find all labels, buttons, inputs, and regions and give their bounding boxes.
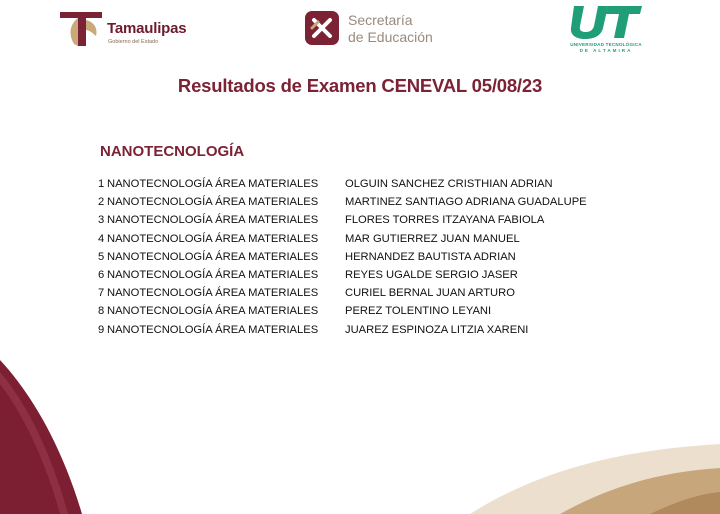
result-name: JUAREZ ESPINOZA LITZIA XARENI (345, 323, 529, 336)
result-name: OLGUIN SANCHEZ CRISTHIAN ADRIAN (345, 178, 553, 190)
result-number: 3 (98, 214, 105, 227)
sep-name-line1: Secretaría (348, 12, 413, 28)
sep-logo (304, 10, 444, 50)
result-program: NANOTECNOLOGÍA ÁREA MATERIALES (107, 196, 319, 209)
ut-name-line1: UNIVERSIDAD TECNOLÓGICA (570, 42, 642, 47)
result-name: PEREZ TOLENTINO LEYANI (345, 305, 492, 318)
result-name: MARTINEZ SANTIAGO ADRIANA GUADALUPE (345, 196, 587, 209)
result-name: CURIEL BERNAL JUAN ARTURO (345, 287, 515, 300)
result-number: 5 (98, 250, 105, 263)
page-title: Resultados de Examen CENEVAL 05/08/23 (177, 75, 543, 96)
result-program: NANOTECNOLOGÍA ÁREA MATERIALES (107, 178, 319, 190)
result-name: REYES UGALDE SERGIO JASER (345, 268, 518, 281)
result-number: 7 (98, 287, 105, 300)
result-number: 2 (98, 196, 105, 209)
result-program: NANOTECNOLOGÍA ÁREA MATERIALES (107, 232, 319, 245)
ut-name-line2: DE ALTAMIRA (579, 48, 633, 53)
tamaulipas-logo (58, 6, 198, 50)
tamaulipas-subtitle: Gobierno del Estado (108, 39, 159, 45)
result-program: NANOTECNOLOGÍA ÁREA MATERIALES (107, 268, 319, 281)
result-name: MAR GUTIERREZ JUAN MANUEL (345, 232, 520, 245)
result-number: 4 (98, 232, 105, 245)
tamaulipas-name: Tamaulipas (107, 20, 187, 37)
result-program: NANOTECNOLOGÍA ÁREA MATERIALES (107, 287, 319, 300)
result-name: FLORES TORRES ITZAYANA FABIOLA (345, 214, 545, 227)
section-heading: NANOTECNOLOGÍA (100, 143, 245, 160)
result-program: NANOTECNOLOGÍA ÁREA MATERIALES (107, 250, 319, 263)
result-name: HERNANDEZ BAUTISTA ADRIAN (345, 250, 516, 263)
result-number: 9 (98, 323, 105, 336)
tamaulipas-logo-icon (58, 6, 104, 48)
result-program: NANOTECNOLOGÍA ÁREA MATERIALES (107, 323, 319, 336)
ut-altamira-logo (564, 4, 648, 54)
sep-logo-icon (304, 10, 340, 46)
sep-name-line2: de Educación (348, 29, 433, 45)
result-program: NANOTECNOLOGÍA ÁREA MATERIALES (107, 214, 319, 227)
result-number: 6 (98, 268, 105, 281)
result-number: 8 (98, 305, 105, 318)
ut-altamira-logo-icon (570, 4, 642, 40)
result-number: 1 (98, 178, 105, 190)
result-program: NANOTECNOLOGÍA ÁREA MATERIALES (107, 305, 319, 318)
